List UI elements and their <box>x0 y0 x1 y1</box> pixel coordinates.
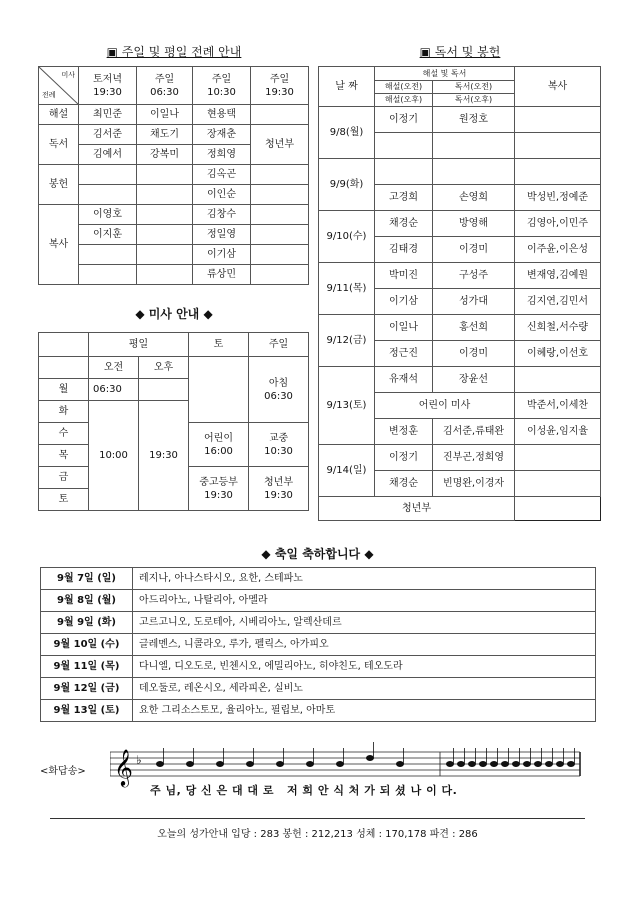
col-header: 주일 10:30 <box>193 67 251 105</box>
date-cell: 9/11(목) <box>319 263 375 315</box>
date-cell: 9/10(수) <box>319 211 375 263</box>
mass-guide-table <box>38 332 309 511</box>
weekday-morning: 10:00 <box>89 401 139 511</box>
feast-names: 아드리아노, 나탈리아, 아멜라 <box>133 590 596 612</box>
cell: 진부곤,정희영 <box>433 445 515 471</box>
cell: 채도기 <box>137 125 193 145</box>
cell: 신희철,서수량 <box>515 315 601 341</box>
feast-names: 요한 그리소스토모, 율리아노, 필립보, 아마토 <box>133 700 596 722</box>
cell: 이주윤,이은성 <box>515 237 601 263</box>
day-sat: 토 <box>39 489 89 511</box>
cell: 박미진 <box>375 263 433 289</box>
cell <box>515 159 601 185</box>
cell <box>137 265 193 285</box>
header-morning: 오전 <box>89 357 139 379</box>
cell: 고경희 <box>375 185 433 211</box>
cell <box>137 245 193 265</box>
sat-child: 어린이 16:00 <box>189 423 249 467</box>
sub-header: 독서(오후) <box>433 94 515 107</box>
cell <box>251 205 309 225</box>
feast-date: 9월 7일 (일) <box>41 568 133 590</box>
feast-date: 9월 8일 (월) <box>41 590 133 612</box>
cell: 강복미 <box>137 145 193 165</box>
cell: 김영아,이민주 <box>515 211 601 237</box>
cell: 채경순 <box>375 471 433 497</box>
cell: 이혜랑,이선호 <box>515 341 601 367</box>
role-dokseo: 독서 <box>39 125 79 165</box>
feast-names: 다니엘, 디오도로, 빈첸시오, 에밀리아노, 히야친도, 테오도라 <box>133 656 596 678</box>
note-head <box>336 761 343 766</box>
date-cell: 9/14(일) <box>319 445 375 497</box>
corner-top-label: 미사 <box>61 71 75 79</box>
note-head <box>216 761 223 766</box>
feast-table <box>40 567 596 722</box>
group-header: 해설 및 독서 <box>375 67 515 81</box>
cell: 김예서 <box>79 145 137 165</box>
mass-schedule-table <box>38 66 309 285</box>
corner-bottom-label: 전례 <box>42 91 56 99</box>
cell <box>515 107 601 133</box>
sat-teen: 중고등부 19:30 <box>189 467 249 511</box>
col-header: 주일 06:30 <box>137 67 193 105</box>
cell: 정희영 <box>193 145 251 165</box>
cell: 이인순 <box>193 185 251 205</box>
cell <box>251 245 309 265</box>
corner-cell <box>39 67 79 105</box>
reading-table <box>318 66 601 521</box>
note-head <box>501 761 508 766</box>
sub-header: 해설(오전) <box>375 81 433 94</box>
note-head <box>490 761 497 766</box>
treble-clef-icon: 𝄞 <box>114 748 133 786</box>
note-head <box>446 761 453 766</box>
cell: 변정훈 <box>375 419 433 445</box>
cell <box>433 133 515 159</box>
cell: 원정호 <box>433 107 515 133</box>
cell <box>139 379 189 401</box>
feast-names: 고르고니오, 도로테아, 시베리아노, 알렉산데르 <box>133 612 596 634</box>
cell <box>189 357 249 423</box>
day-thu: 목 <box>39 445 89 467</box>
sun-youth: 청년부 19:30 <box>249 467 309 511</box>
note-head <box>567 761 574 766</box>
boksa-header: 복사 <box>515 67 601 107</box>
cell <box>515 497 601 521</box>
cell <box>251 225 309 245</box>
cell: 구성주 <box>433 263 515 289</box>
cell: 박준서,이세찬 <box>515 393 601 419</box>
cell <box>137 225 193 245</box>
cell: 이기삼 <box>193 245 251 265</box>
cell: 이정기 <box>375 445 433 471</box>
header-afternoon: 오후 <box>139 357 189 379</box>
cell: 김창수 <box>193 205 251 225</box>
feast-date: 9월 13일 (토) <box>41 700 133 722</box>
note-head <box>556 761 563 766</box>
response-lyrics: 주 님, 당 신 은 대 대 로 저 희 안 식 처 가 되 셨 나 이 다. <box>150 784 458 797</box>
sub-header: 독서(오전) <box>433 81 515 94</box>
date-cell: 9/9(화) <box>319 159 375 211</box>
cell <box>79 265 137 285</box>
cell <box>251 165 309 185</box>
cell <box>251 265 309 285</box>
mass-guide-title: ◆ 미사 안내 ◆ <box>135 307 213 321</box>
response-label: <화답송> <box>40 766 86 777</box>
date-cell: 9/12(금) <box>319 315 375 367</box>
day-mon: 월 <box>39 379 89 401</box>
day-tue: 화 <box>39 401 89 423</box>
sun-dawn: 아침 06:30 <box>249 357 309 423</box>
date-cell: 9/13(토) <box>319 367 375 445</box>
cell <box>515 367 601 393</box>
note-head <box>186 761 193 766</box>
feast-names: 데오둘로, 레온시오, 세라피온, 실비노 <box>133 678 596 700</box>
mon-morning: 06:30 <box>89 379 139 401</box>
cell: 최민준 <box>79 105 137 125</box>
role-bongheon: 봉헌 <box>39 165 79 205</box>
youth-cell: 청년부 <box>319 497 515 521</box>
feast-names: 레지나, 아나스타시오, 요한, 스테파노 <box>133 568 596 590</box>
cell <box>39 357 89 379</box>
cell: 김서준 <box>79 125 137 145</box>
cell <box>39 333 89 357</box>
feast-names: 글레멘스, 니콜라오, 루가, 펠릭스, 아가피오 <box>133 634 596 656</box>
cell: 이성윤,임지율 <box>515 419 601 445</box>
sub-header: 해설(오후) <box>375 94 433 107</box>
note-head <box>479 761 486 766</box>
cell <box>251 105 309 125</box>
cell: 방영해 <box>433 211 515 237</box>
cell: 정일영 <box>193 225 251 245</box>
cell <box>137 205 193 225</box>
cell: 이정기 <box>375 107 433 133</box>
weekday-evening: 19:30 <box>139 401 189 511</box>
day-fri: 금 <box>39 467 89 489</box>
cell: 유재석 <box>375 367 433 393</box>
note-head <box>468 761 475 766</box>
cell: 정근진 <box>375 341 433 367</box>
cell: 이기삼 <box>375 289 433 315</box>
mass-schedule-title: ▣ 주일 및 평일 전례 안내 <box>106 45 242 59</box>
cell <box>515 133 601 159</box>
note-head <box>306 761 313 766</box>
children-mass: 어린이 미사 <box>375 393 515 419</box>
col-header: 토저녁 19:30 <box>79 67 137 105</box>
role-boksa: 복사 <box>39 205 79 285</box>
note-head <box>366 755 373 760</box>
cell: 이일나 <box>375 315 433 341</box>
note-head <box>523 761 530 766</box>
cell <box>79 185 137 205</box>
feast-date: 9월 11일 (목) <box>41 656 133 678</box>
cell: 성가대 <box>433 289 515 315</box>
note-head <box>156 761 163 766</box>
col-header: 주일 19:30 <box>251 67 309 105</box>
cell <box>375 159 433 185</box>
cell: 손영희 <box>433 185 515 211</box>
cell: 빈명완,이경자 <box>433 471 515 497</box>
cell <box>137 165 193 185</box>
cell: 현용택 <box>193 105 251 125</box>
note-head <box>246 761 253 766</box>
cell: 변재영,김예원 <box>515 263 601 289</box>
cell <box>79 165 137 185</box>
feast-date: 9월 9일 (화) <box>41 612 133 634</box>
cell: 이일나 <box>137 105 193 125</box>
note-head <box>534 761 541 766</box>
reading-title: ▣ 독서 및 봉헌 <box>419 45 501 59</box>
flat-icon: ♭ <box>136 753 142 767</box>
cell: 김태경 <box>375 237 433 263</box>
cell <box>433 159 515 185</box>
header-sat: 토 <box>189 333 249 357</box>
cell: 박성빈,정예준 <box>515 185 601 211</box>
cell: 김서준,류태완 <box>433 419 515 445</box>
cell: 장재춘 <box>193 125 251 145</box>
cell: 이경미 <box>433 237 515 263</box>
cell <box>375 133 433 159</box>
cell <box>137 185 193 205</box>
date-cell: 9/8(월) <box>319 107 375 159</box>
header-sun: 주일 <box>249 333 309 357</box>
cell <box>515 471 601 497</box>
cell: 장윤선 <box>433 367 515 393</box>
note-head <box>545 761 552 766</box>
cell <box>515 445 601 471</box>
cell <box>79 245 137 265</box>
note-head <box>396 761 403 766</box>
cell: 채경순 <box>375 211 433 237</box>
feast-date: 9월 10일 (수) <box>41 634 133 656</box>
cell: 이지훈 <box>79 225 137 245</box>
note-head <box>512 761 519 766</box>
hymn-guide: 오늘의 성가안내 입당 : 283 봉헌 : 212,213 성체 : 170,178 파견 : 286 <box>50 818 585 840</box>
feast-date: 9월 12일 (금) <box>41 678 133 700</box>
date-header: 날 짜 <box>319 67 375 107</box>
note-head <box>457 761 464 766</box>
cell <box>251 185 309 205</box>
cell: 이영호 <box>79 205 137 225</box>
cell: 김지연,김민서 <box>515 289 601 315</box>
role-haesul: 해설 <box>39 105 79 125</box>
sun-main: 교중 10:30 <box>249 423 309 467</box>
day-wed: 수 <box>39 423 89 445</box>
youth-cell: 청년부 <box>251 125 309 165</box>
header-weekday: 평일 <box>89 333 189 357</box>
cell: 류상민 <box>193 265 251 285</box>
note-head <box>276 761 283 766</box>
feast-title: ◆ 축일 축하합니다 ◆ <box>261 547 374 561</box>
cell: 김옥곤 <box>193 165 251 185</box>
cell: 홍선희 <box>433 315 515 341</box>
cell: 이경미 <box>433 341 515 367</box>
